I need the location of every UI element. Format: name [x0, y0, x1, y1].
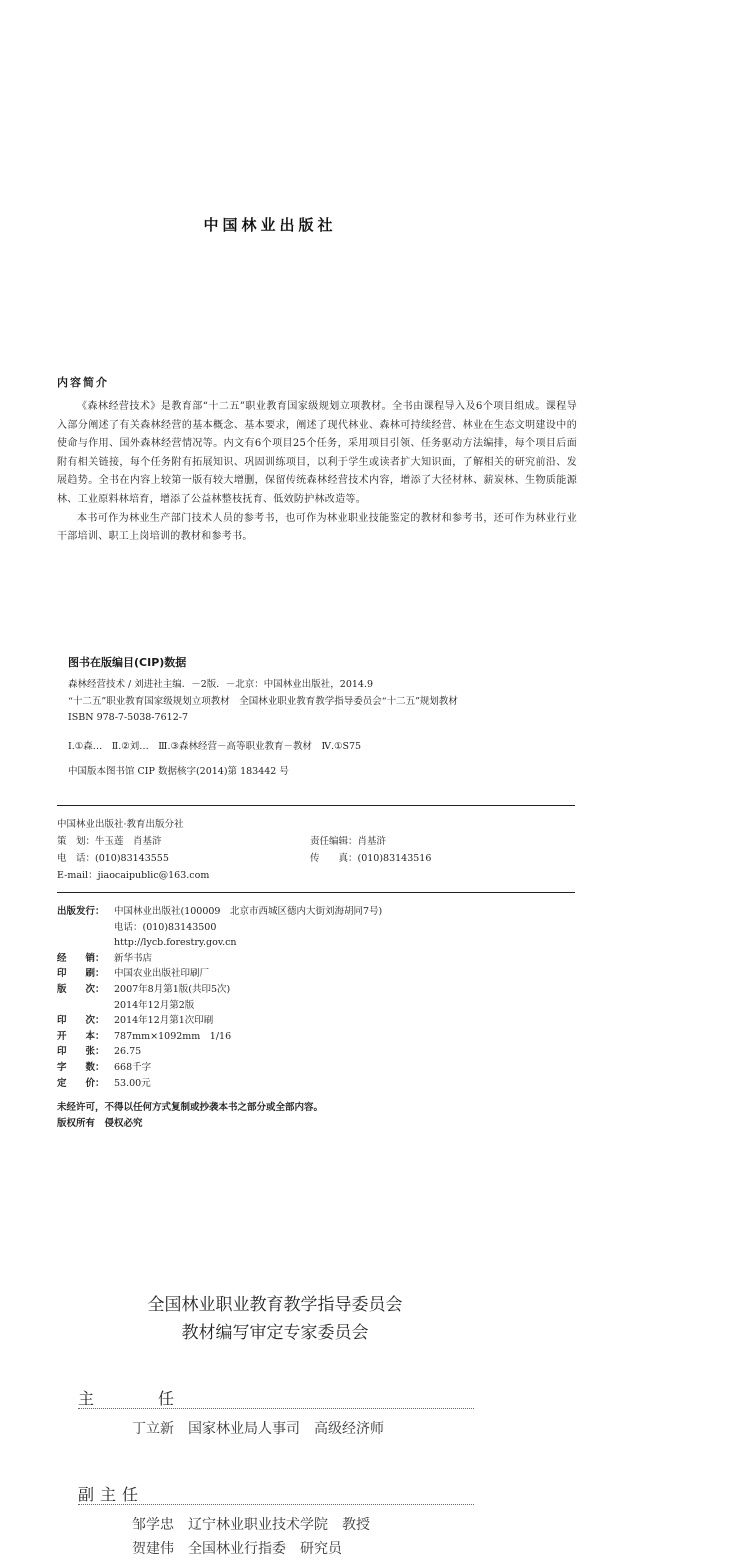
intro-paragraph-2: 本书可作为林业生产部门技术人员的参考书，也可作为林业职业技能鉴定的教材和参考书，还可作为林业行业干部培训、职工上岗培训的教材和参考书。 — [57, 512, 577, 543]
member-org: 全国林业行指委 — [188, 1541, 286, 1557]
pub-row: 出版发行： 中国林业出版社(100009 北京市西城区德内大街刘海胡同7号) — [57, 906, 383, 917]
pub-row: http://lycb.forestry.gov.cn — [114, 937, 237, 949]
dotted-rule — [78, 1408, 474, 1409]
cip-lines — [68, 677, 568, 727]
editor-credit: 责任编辑：肖基浒 — [310, 836, 387, 847]
member-org: 国家林业局人事司 — [188, 1421, 300, 1437]
cip-classification: Ⅰ.①森… Ⅱ.②刘… Ⅲ.③森林经营－高等职业教育－教材 Ⅳ.①S75 — [68, 741, 362, 752]
rights-line-1: 未经许可，不得以任何方式复制或抄袭本书之部分或全部内容。 — [57, 1102, 324, 1113]
pub-row: 定 价： 53.00元 — [57, 1077, 151, 1089]
pub-row: 字 数： 668千字 — [57, 1061, 152, 1073]
fax-number: 传 真：(010)83143516 — [310, 853, 432, 864]
pub-row: 2014年12月第2版 — [114, 999, 195, 1011]
pub-row: 版 次： 2007年8月第1版(共印5次) — [57, 983, 231, 995]
dotted-rule — [78, 1504, 474, 1505]
intro-heading: 内容简介 — [57, 376, 109, 389]
cip-line: 森林经营技术 / 刘进社主编．－2版．－北京：中国林业出版社，2014.9 — [68, 679, 374, 690]
cip-line: “十二五”职业教育国家级规划立项教材 全国林业职业教育教学指导委员会“十二五”规划教材 — [68, 695, 458, 707]
pub-row: 经 销： 新华书店 — [57, 952, 153, 964]
vice-member-2 — [132, 1538, 356, 1558]
intro-paragraph-1: 《森林经营技术》是教育部“十二五”职业教育国家级规划立项教材。全书由课程导入及6个项目组成。课程导入部分阐述了有关森林经营的基本概念、基本要求，阐述了现代林业、森林可持续经营、林业在生态文明建设中的使命与作用、国外森林经营情况等。内文有6个项目25个任务，采用项目引领、任务驱动方法编排，每个项目后面附有相关链接，每个任务附有拓展知识、巩固训练项目，以利于学生或读者扩大知识面，了解相关的研究前沿、发展趋势。全书在内容上较第一版有较大增删，保留传统森林经营技术内容，增添了大径材林、薪炭林、生物质能源林、工业原料林培育，增添了公益林整枝抚育、低效防护林改造等。 — [57, 401, 577, 505]
cip-record: 中国版本图书馆 CIP 数据核字(2014)第 183442 号 — [68, 766, 289, 777]
intro-body — [57, 398, 577, 547]
branch-name: 中国林业出版社·教育出版分社 — [57, 819, 184, 830]
committee-title-2: 教材编写审定专家委员会 — [181, 1323, 369, 1343]
member-title: 教授 — [342, 1517, 370, 1533]
cip-title: 图书在版编目(CIP)数据 — [68, 656, 187, 669]
member-name: 贺建伟 — [132, 1541, 174, 1557]
member-title: 研究员 — [300, 1541, 342, 1557]
rights-notice — [57, 1100, 323, 1131]
email-address: E-mail：jiaocaipublic@163.com — [57, 870, 210, 881]
member-name: 丁立新 — [132, 1421, 174, 1437]
branch-info — [57, 816, 575, 884]
member-title: 高级经济师 — [314, 1421, 384, 1437]
publishing-details — [57, 904, 577, 1091]
divider-bottom — [57, 892, 575, 893]
chair-member — [132, 1418, 398, 1438]
publisher-title: 中国林业出版社 — [203, 216, 337, 234]
phone-number: 电 话：(010)83143555 — [57, 853, 169, 864]
rights-line-2: 版权所有 侵权必究 — [57, 1117, 143, 1129]
pub-row: 印 张： 26.75 — [57, 1046, 142, 1058]
planning-credit: 策 划：牛玉莲 肖基浒 — [57, 836, 162, 847]
vice-chair-heading: 副主任 — [78, 1485, 145, 1504]
member-name: 邹学忠 — [132, 1517, 174, 1533]
committee-title-1: 全国林业职业教育教学指导委员会 — [147, 1295, 403, 1315]
chair-heading: 主 任 — [78, 1389, 199, 1408]
pub-row: 开 本： 787mm×1092mm 1/16 — [57, 1030, 232, 1042]
pub-row: 印 次： 2014年12月第1次印刷 — [57, 1015, 214, 1027]
pub-row: 印 刷： 中国农业出版社印刷厂 — [57, 968, 210, 980]
cip-line: ISBN 978-7-5038-7612-7 — [68, 712, 188, 723]
pub-row: 电话：(010)83143500 — [114, 921, 217, 933]
divider-top — [57, 805, 575, 806]
vice-member-1 — [132, 1514, 384, 1534]
member-org: 辽宁林业职业技术学院 — [188, 1517, 328, 1533]
